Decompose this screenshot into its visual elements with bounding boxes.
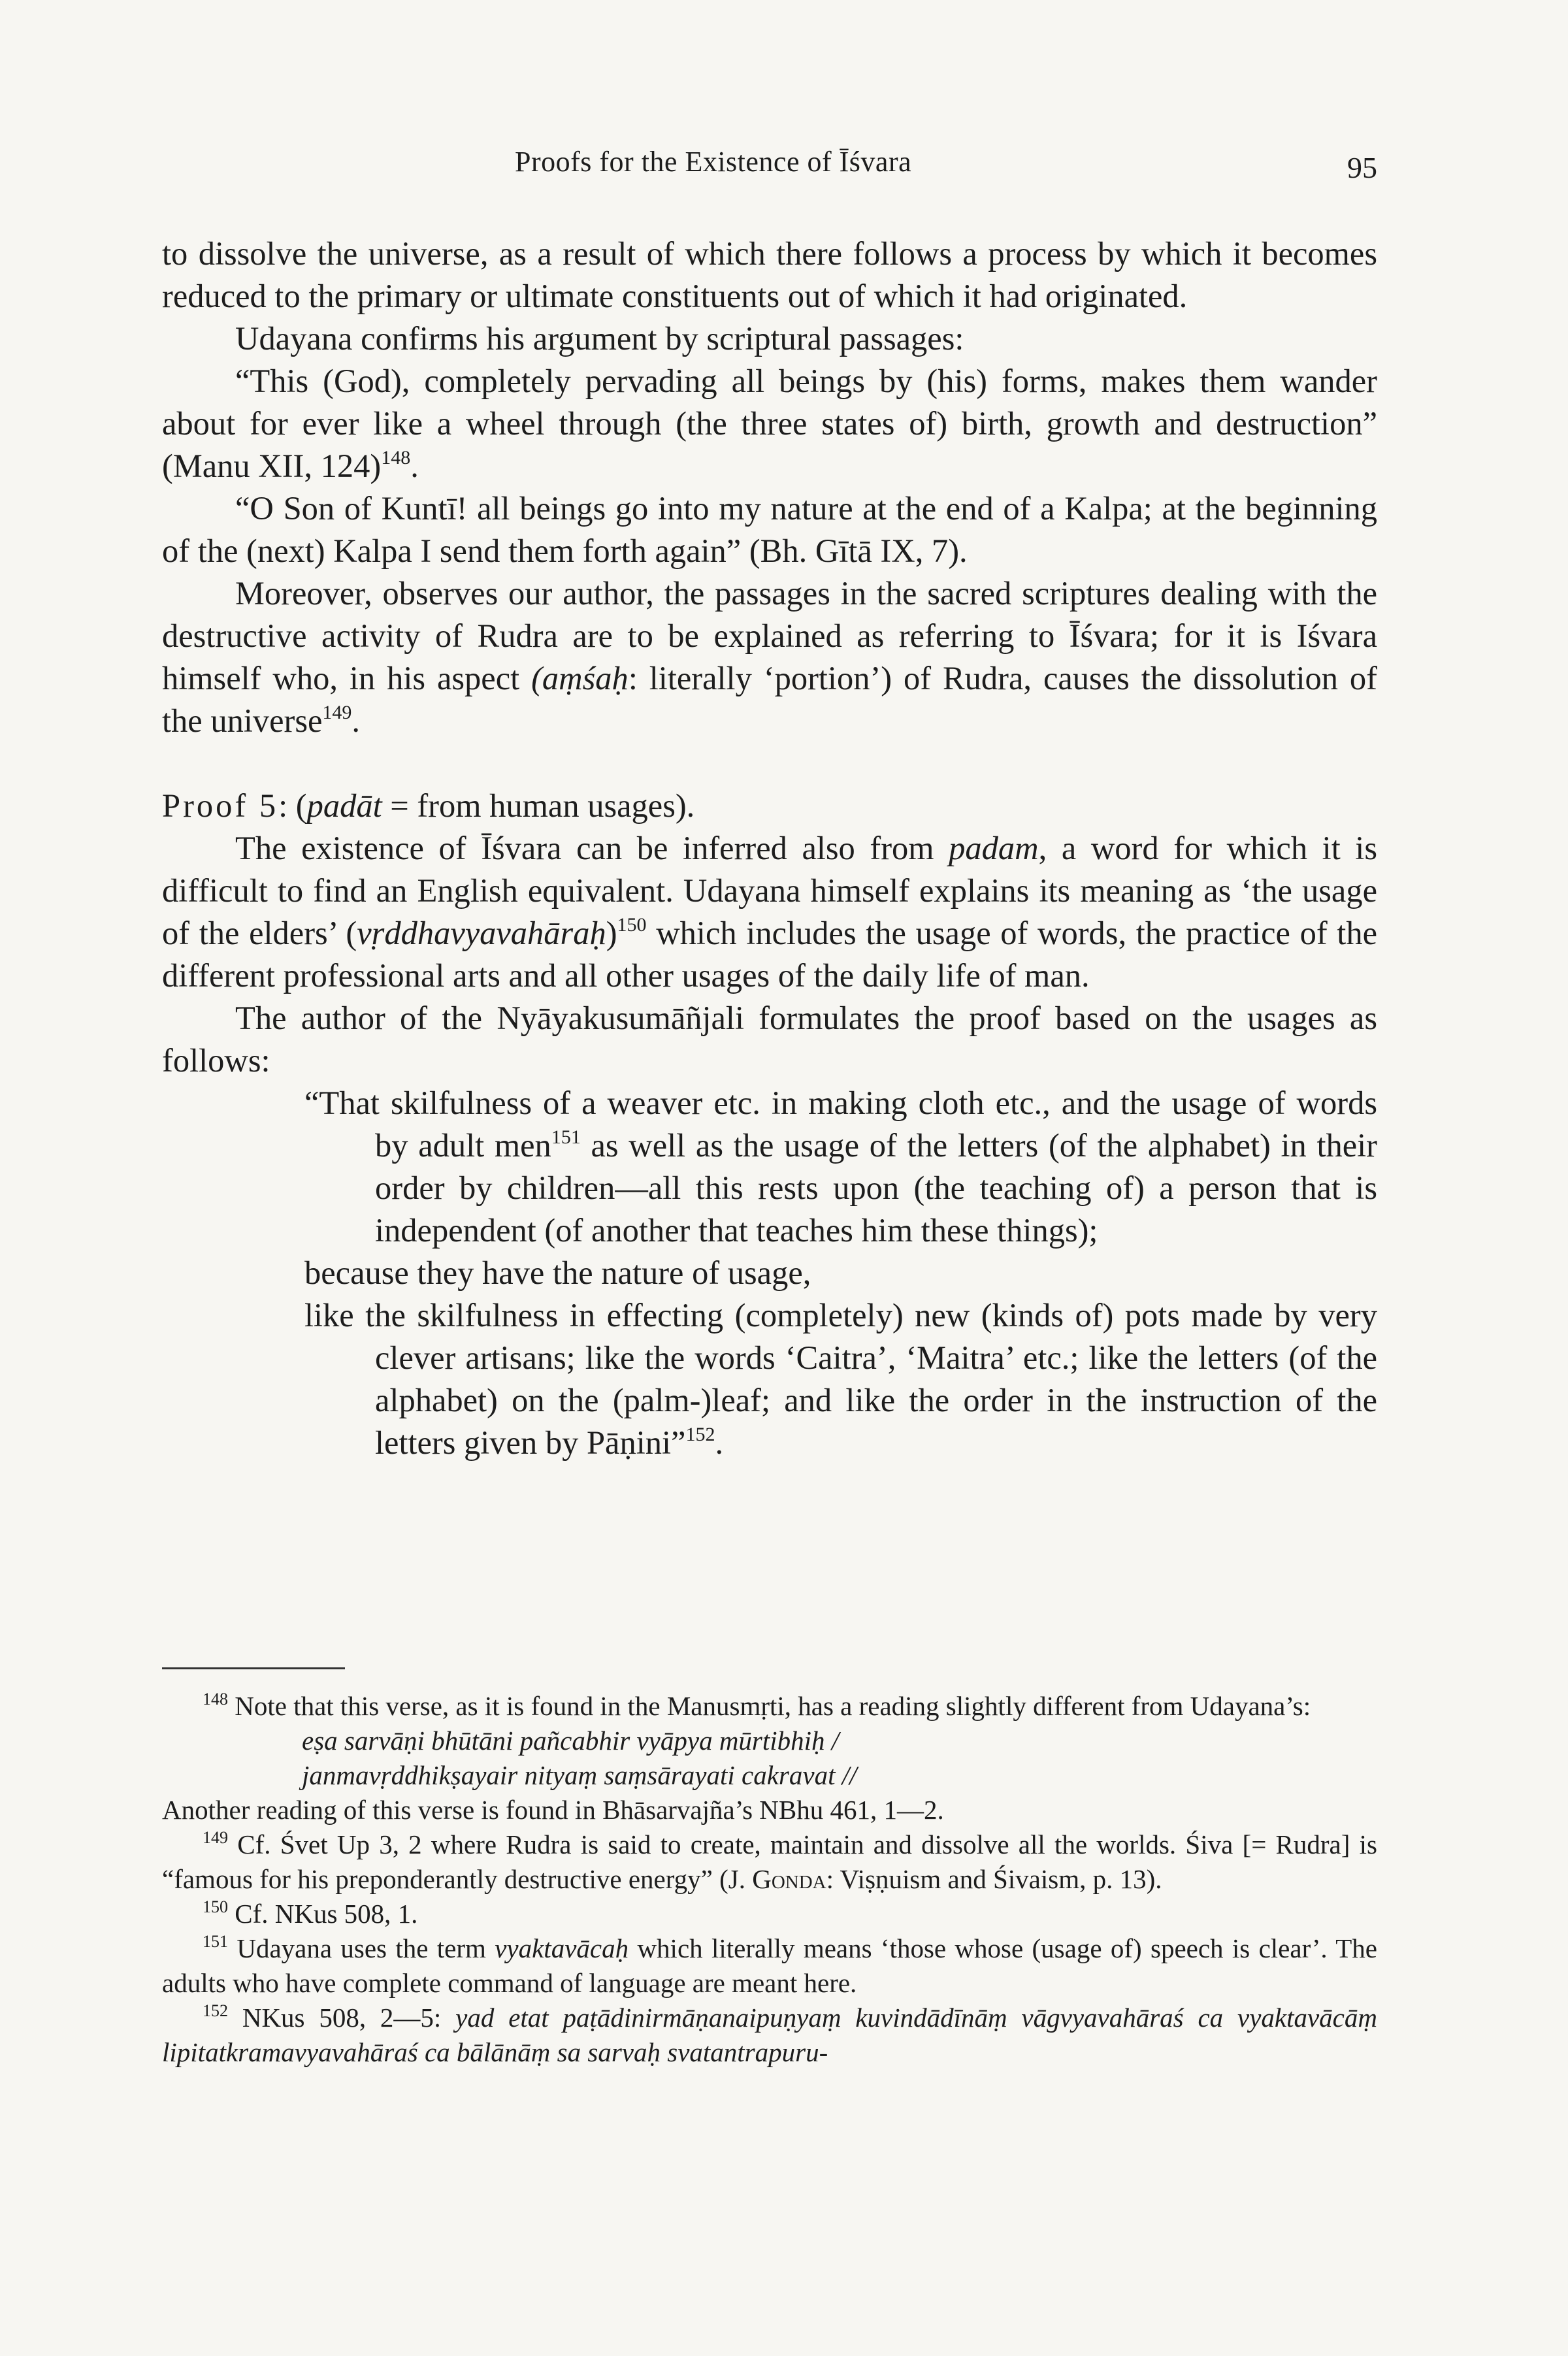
footnote-149: $^{149}$ Cf. Śvet Up 3, 2 where Rudra is said to create, maintain and dissolve all the worlds. Śiva [= Rudra] is “famous for his preponderantly destructive energy” (J. Gonda: Viṣṇuism and Śivaism, p. 13). [162, 1828, 1377, 1894]
footnote-ref[interactable]: 150 [617, 914, 647, 936]
footnotes [162, 1689, 1377, 2070]
footnote-ref[interactable]: 152 [685, 1424, 715, 1445]
quote-line: because they have the nature of usage, [304, 1254, 811, 1291]
page-header [162, 145, 1377, 191]
footnote-continuation: Another reading of this verse is found in Bhāsarvajña’s NBhu 461, 1—2. [162, 1795, 944, 1825]
footnote-148: $^{148}$ Note that this verse, as it is found in the Manusmṛti, has a reading slightly different from Udayana’s: [203, 1690, 1311, 1721]
main-text [162, 233, 1377, 1464]
footnote-ref[interactable]: 151 [551, 1126, 581, 1148]
book-page [162, 0, 1377, 2356]
footnote-152: $^{152}$ NKus 508, 2—5: yad etat paṭādinirmāṇanaipuṇyaṃ kuvindādīnāṃ vāgvyavahāraś ca vyaktavācāṃ lipitatkramavyavahāraś ca bālānāṃ sa sarvaḥ svatantrapuru- [162, 2001, 1377, 2067]
sanskrit-term: (aṃśaḥ [531, 660, 629, 696]
sanskrit-term: padam [949, 830, 1039, 866]
scripture-quote-manu: “This (God), completely pervading all beings by (his) forms, makes them wander about for ever like a wheel through (the three states of) birth, growth and destruction” (Manu XII, 124)$^{148}$. [162, 363, 1377, 484]
footnote-150: $^{150}$ Cf. NKus 508, 1. [203, 1897, 418, 1929]
paragraph: Udayana confirms his argument by scriptural passages: [235, 320, 964, 357]
scripture-quote-gita: “O Son of Kuntī! all beings go into my nature at the end of a Kalpa; at the beginning of the (next) Kalpa I send them forth again” (Bh. Gītā IX, 7). [162, 490, 1377, 569]
paragraph: The author of the Nyāyakusumāñjali formulates the proof based on the usages as follows: [162, 1000, 1377, 1079]
quote-line: like the skilfulness in effecting (completely) new (kinds of) pots made by very clever artisans; like the words ‘Caitra’, ‘Maitra’ etc.; like the letters (of the alphabet) on the (palm-)leaf; and like the order in the instruction of the letters given by Pāṇini”$^{152}$. [304, 1297, 1377, 1461]
paragraph-continued: to dissolve the universe, as a result of which there follows a process by which it becomes reduced to the primary or ultimate constituents out of which it had originated. [162, 235, 1377, 314]
running-title: Proofs for the Existence of Īśvara [515, 146, 912, 178]
footnote-ref[interactable]: 148 [381, 447, 411, 468]
sanskrit-term: padāt [306, 787, 382, 824]
footnote-ref[interactable]: 149 [322, 702, 352, 723]
quote-line: “That skilfulness of a weaver etc. in making cloth etc., and the usage of words by adult men$^{151}$ as well as the usage of the letters (of the alphabet) in their order by children—all this rests upon (the teaching of) a person that is independent (of another that teaches him these things); [304, 1085, 1377, 1249]
paragraph: Moreover, observes our author, the passages in the sacred scriptures dealing with the destructive activity of Rudra are to be explained as referring to Īśvara; for it is Iśvara himself who, in his aspect (aṃśaḥ: literally ‘portion’) of Rudra, causes the dissolution of the universe$^{149}$. [162, 575, 1377, 739]
verse-line: janmavṛddhikṣayair nityaṃ saṃsārayati cakravat // [302, 1760, 857, 1790]
verse-line: eṣa sarvāṇi bhūtāni pañcabhir vyāpya mūrtibhiḥ / [302, 1726, 840, 1756]
footnote-151: $^{151}$ Udayana uses the term vyaktavācaḥ which literally means ‘those whose (usage of) speech is clear’. The adults who have complete command of language are meant here. [162, 1932, 1377, 1998]
footnote-rule [162, 1667, 345, 1669]
sanskrit-term: vṛddhavyavahāraḥ [357, 915, 606, 951]
page-number: 95 [1347, 151, 1377, 184]
paragraph: The existence of Īśvara can be inferred also from padam, a word for which it is difficult to find an English equivalent. Udayana himself explains its meaning as ‘the usage of the elders’ (vṛddhavyavahāraḥ)$^{150}$ which includes the usage of words, the practice of the different professional arts and all other usages of the daily life of man. [162, 830, 1377, 994]
proof-heading: Proof 5: (padāt = from human usages). [162, 787, 695, 824]
block-quote [304, 1082, 1377, 1464]
